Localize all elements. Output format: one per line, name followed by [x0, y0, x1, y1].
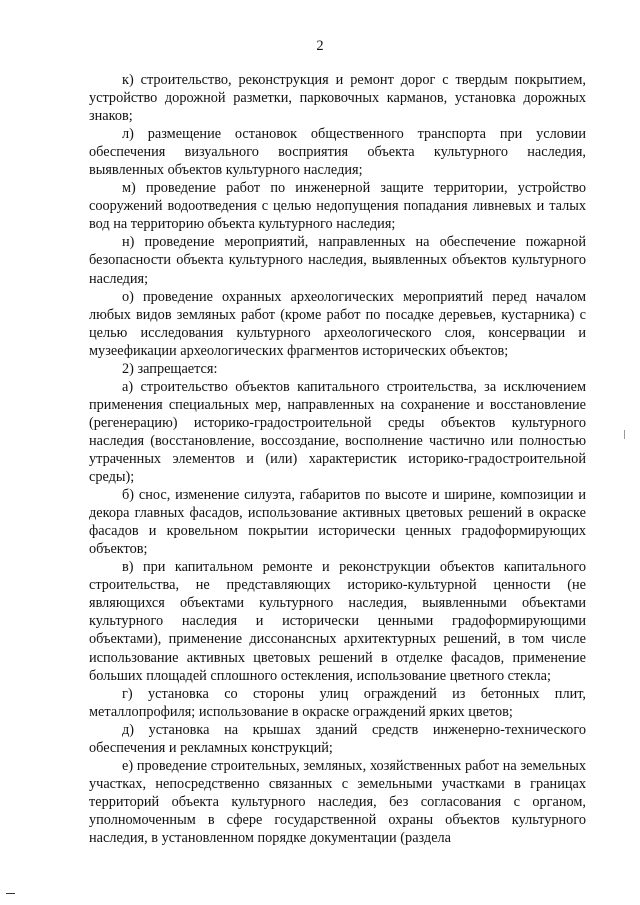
paragraph-l-transport-stops: л) размещение остановок общественного транспорта при условии обеспечения визуального восприятия объекта культурного наследия, выявленных объектов культурного наследия;: [89, 126, 586, 179]
paragraph-v-renovation: в) при капитальном ремонте и реконструкции объектов капитального строительства, не представляющих историко-культурной ценности (не являющихся объектами культурного наследия, выявленными объектами культурного наследия и исторически ценными градоформирующими объектами), применение диссонансных архитектурных решений, в том числе использование активных цветовых решений в отделке фасадов, применение больших площадей сплошного остекления, использование цветного стекла;: [89, 559, 586, 684]
document-body: [89, 71, 586, 847]
paragraph-n-fire-safety: н) проведение мероприятий, направленных на обеспечение пожарной безопасности объекта культурного наследия, выявленных объектов культурного наследия;: [89, 234, 586, 287]
paragraph-o-archaeology: о) проведение охранных археологических мероприятий перед началом любых видов земляных работ (кроме работ по посадке деревьев, кустарника) с целью исследования культурного археологического слоя, консервации и музеефикации археологических фрагментов исторических объектов;: [89, 288, 586, 359]
scan-edge-mark: [6, 893, 15, 894]
page-number: 2: [316, 38, 324, 54]
paragraph-b-demolition: б) снос, изменение силуэта, габаритов по высоте и ширине, композиции и декора главных фасадов, использование активных цветовых решений в окраске фасадов и кровельном покрытии исторически ценных градоформирующих объектов;: [89, 487, 586, 558]
paragraph-g-fences: г) установка со стороны улиц ограждений из бетонных плит, металлопрофиля; использование в окраске ограждений ярких цветов;: [89, 685, 586, 720]
paragraph-k-road-construction: к) строительство, реконструкция и ремонт дорог с твердым покрытием, устройство дорожной разметки, парковочных карманов, установка дорожных знаков;: [89, 72, 586, 125]
paragraph-2-prohibited: 2) запрещается:: [122, 360, 218, 377]
paragraph-d-roof-equipment: д) установка на крышах зданий средств инженерно-технического обеспечения и рекламных конструкций;: [89, 721, 586, 756]
scan-edge-tick: [624, 430, 625, 439]
paragraph-a-construction: а) строительство объектов капитального строительства, за исключением применения специальных мер, направленных на сохранение и восстановление (регенерацию) историко-градостроительной среды объектов культурного наследия (восстановление, воссоздание, восполнение частично или полностью утраченных элементов и (или) характеристик историко-градостроительной среды);: [89, 378, 586, 486]
paragraph-e-works-approval: е) проведение строительных, земляных, хозяйственных работ на земельных участках, непосредственно связанных с земельными участками в границах территорий объекта культурного наследия, без согласования с органом, уполномоченным в сфере государственной охраны объектов культурного наследия, в установленном порядке документации (раздела: [89, 757, 586, 846]
paragraph-m-engineering-protection: м) проведение работ по инженерной защите территории, устройство сооружений водоотведения с целью недопущения попадания ливневых и талых вод на территорию объекта культурного наследия;: [89, 180, 586, 233]
